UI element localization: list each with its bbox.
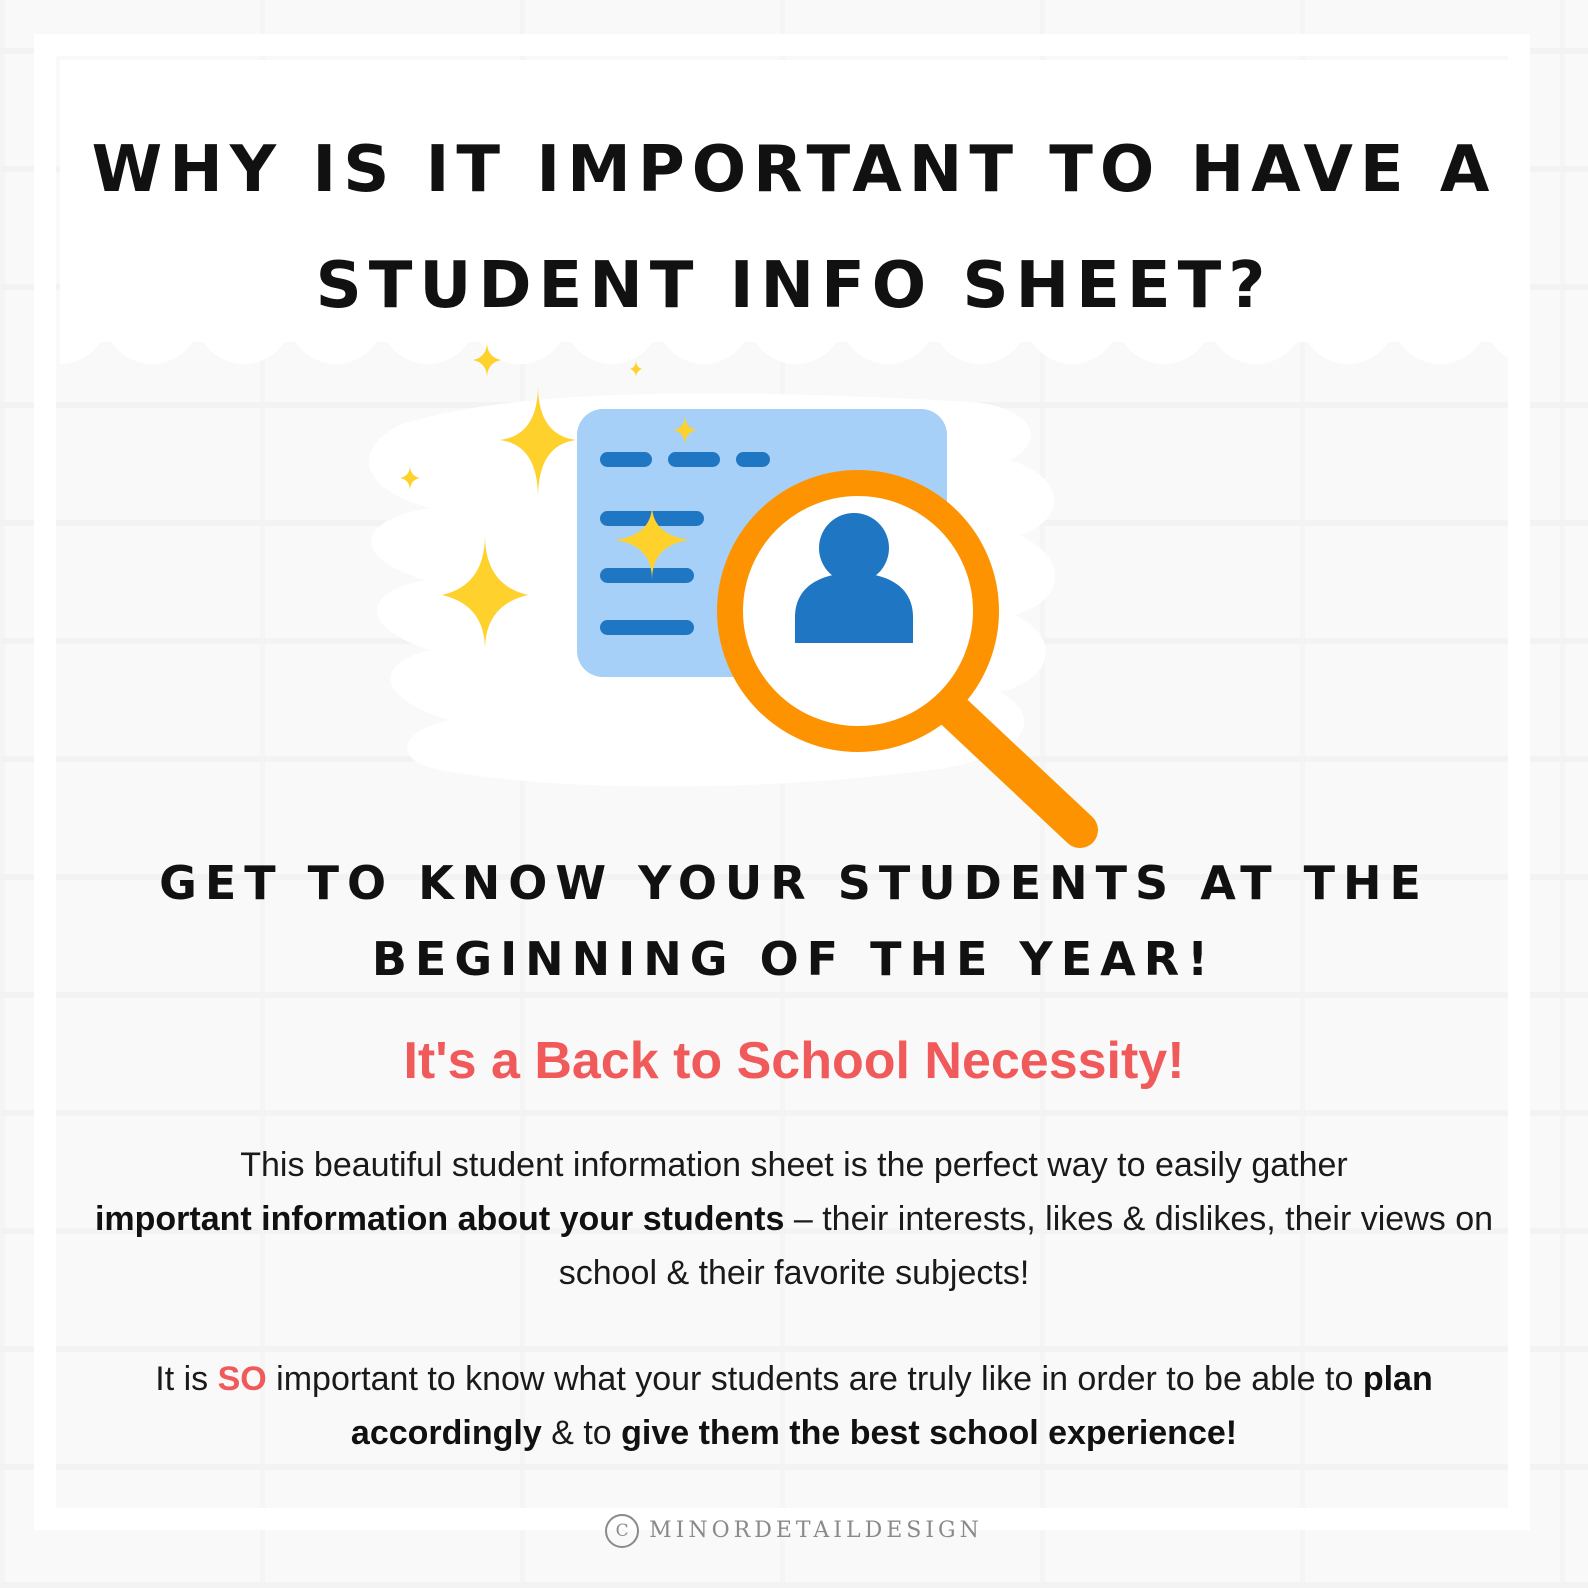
tagline: It's a Back to School Necessity! [403,1032,1185,1090]
bold-phrase: give them the best school experience! [621,1414,1238,1452]
copyright-icon: C [605,1514,639,1548]
footer-credit [60,1514,1528,1548]
page-title: WHY IS IT IMPORTANT TO HAVE A STUDENT INFO SHEET? [91,133,1497,323]
paragraph-text: important to know what your students are truly like in order to be able to [266,1360,1363,1398]
paragraph-text: – their interests, likes & dislikes, their views on school & their favorite subjects! [558,1200,1494,1292]
id-card-search-illustration [330,330,1130,850]
description-paragraph [62,1138,1526,1300]
bold-phrase: important information about your students [94,1200,785,1238]
importance-paragraph [62,1352,1526,1460]
paragraph-text: This beautiful student information sheet is the perfect way to easily gather [240,1146,1348,1184]
paragraph-text: & to [541,1414,622,1452]
emphasis-word: SO [217,1360,267,1398]
bold-phrase: plan accordingly [350,1360,1433,1452]
subtitle-heading: GET TO KNOW YOUR STUDENTS AT THE BEGINNING OF THE YEAR! [159,856,1429,986]
brand-name: MINORDETAILDESIGN [649,1518,983,1543]
paragraph-text: It is [155,1360,218,1398]
